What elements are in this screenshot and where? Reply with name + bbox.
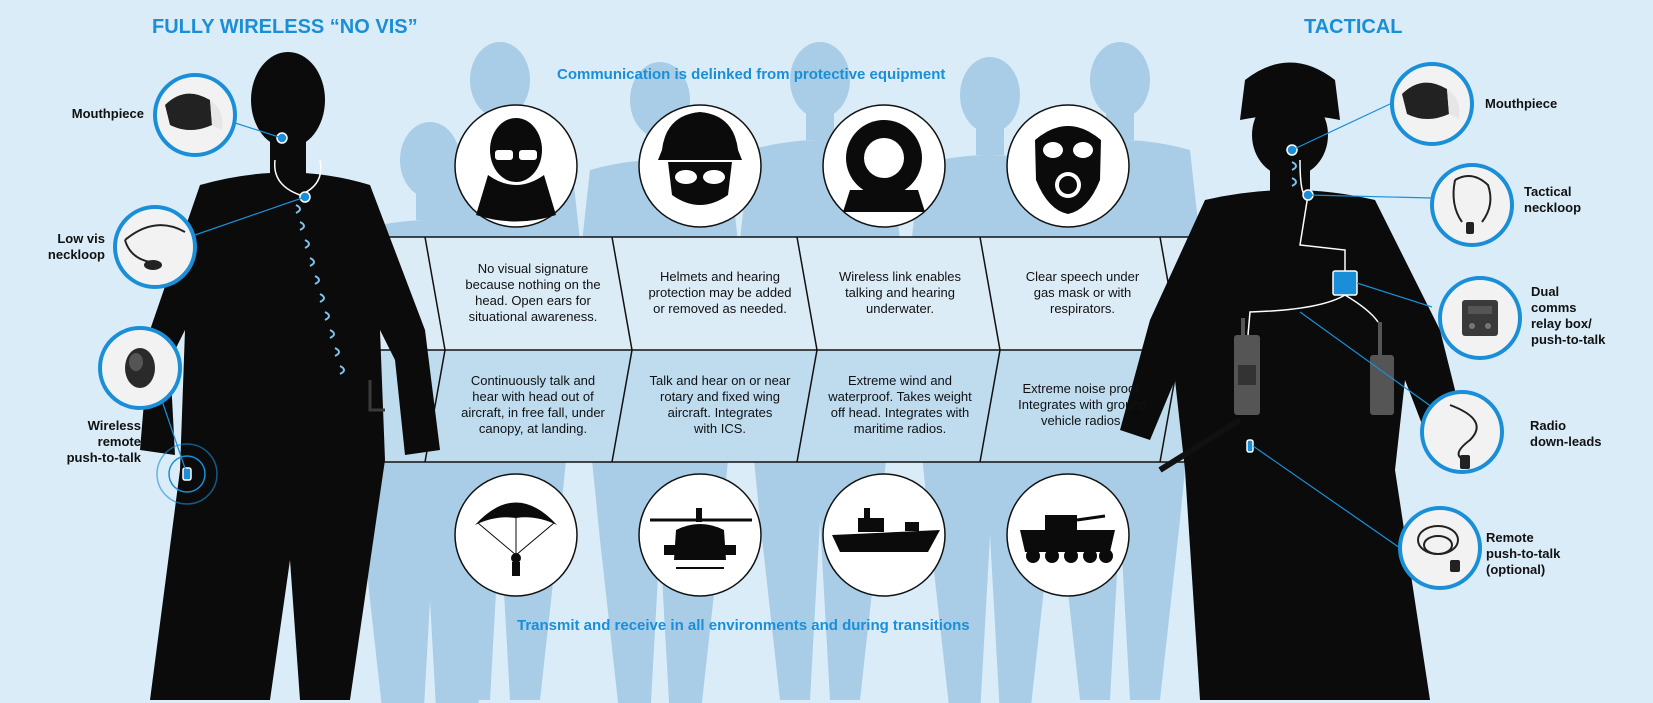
right-bubble-remote-ptt <box>1400 508 1480 588</box>
helicopter-icon <box>639 474 761 596</box>
left-bubble-wireless-ptt <box>100 328 180 408</box>
right-bubble-tactical-neckloop <box>1432 165 1512 245</box>
left-bubble-mouthpiece <box>155 75 235 155</box>
armored-vehicle-icon <box>1007 474 1129 596</box>
label-tactical-neckloop: Tactical neckloop <box>1524 184 1582 215</box>
right-bubble-radio-down-leads <box>1422 392 1502 472</box>
no-vis-head-icon <box>455 105 577 227</box>
gas-mask-icon <box>1007 105 1129 227</box>
label-wireless-remote-ptt: Wireless remote push-to-talk <box>66 418 141 465</box>
diving-helmet-icon <box>823 105 945 227</box>
cell-bottom-4: Extreme noise proof. Integrates with ground vehicle radios. <box>1018 380 1147 428</box>
parachute-icon <box>455 474 577 596</box>
right-title: TACTICAL <box>1304 16 1403 38</box>
boat-icon <box>823 474 945 596</box>
cell-top-3: Wireless link enables talking and hearing underwater. <box>838 268 962 316</box>
label-radio-down-leads: Radio down-leads <box>1530 418 1602 449</box>
cell-bottom-1: Continuously talk and hear with head out of aircraft, in free fall, under canopy, at landing. <box>461 372 605 436</box>
label-mouthpiece-left: Mouthpiece <box>71 106 144 121</box>
cell-top-1: No visual signature because nothing on the head. Open ears for situational awareness. <box>465 260 601 324</box>
label-relay-box: Dual comms relay box/ push-to-talk <box>1531 284 1606 347</box>
cell-top-2: Helmets and hearing protection may be added or removed as needed. <box>648 268 792 316</box>
cell-top-4: Clear speech under gas mask or with respirators. <box>1025 268 1140 316</box>
cell-bottom-3: Extreme wind and waterproof. Takes weight off head. Integrates with maritime radios. <box>828 372 972 436</box>
label-mouthpiece-right: Mouthpiece <box>1485 96 1558 111</box>
label-low-vis-neckloop: Low vis neckloop <box>47 231 105 262</box>
helmet-icon <box>639 105 761 227</box>
top-caption: Communication is delinked from protective equipment <box>557 66 946 83</box>
bottom-caption: Transmit and receive in all environments and during transitions <box>517 617 970 634</box>
cell-bottom-2: Talk and hear on or near rotary and fixed wing aircraft. Integrates with ICS. <box>649 372 791 436</box>
left-bubble-low-vis-neckloop <box>115 207 195 287</box>
right-bubble-mouthpiece <box>1392 64 1472 144</box>
right-bubble-relay-box <box>1440 278 1520 358</box>
label-remote-ptt: Remote push-to-talk (optional) <box>1486 530 1561 577</box>
left-title: FULLY WIRELESS “NO VIS” <box>152 16 418 38</box>
